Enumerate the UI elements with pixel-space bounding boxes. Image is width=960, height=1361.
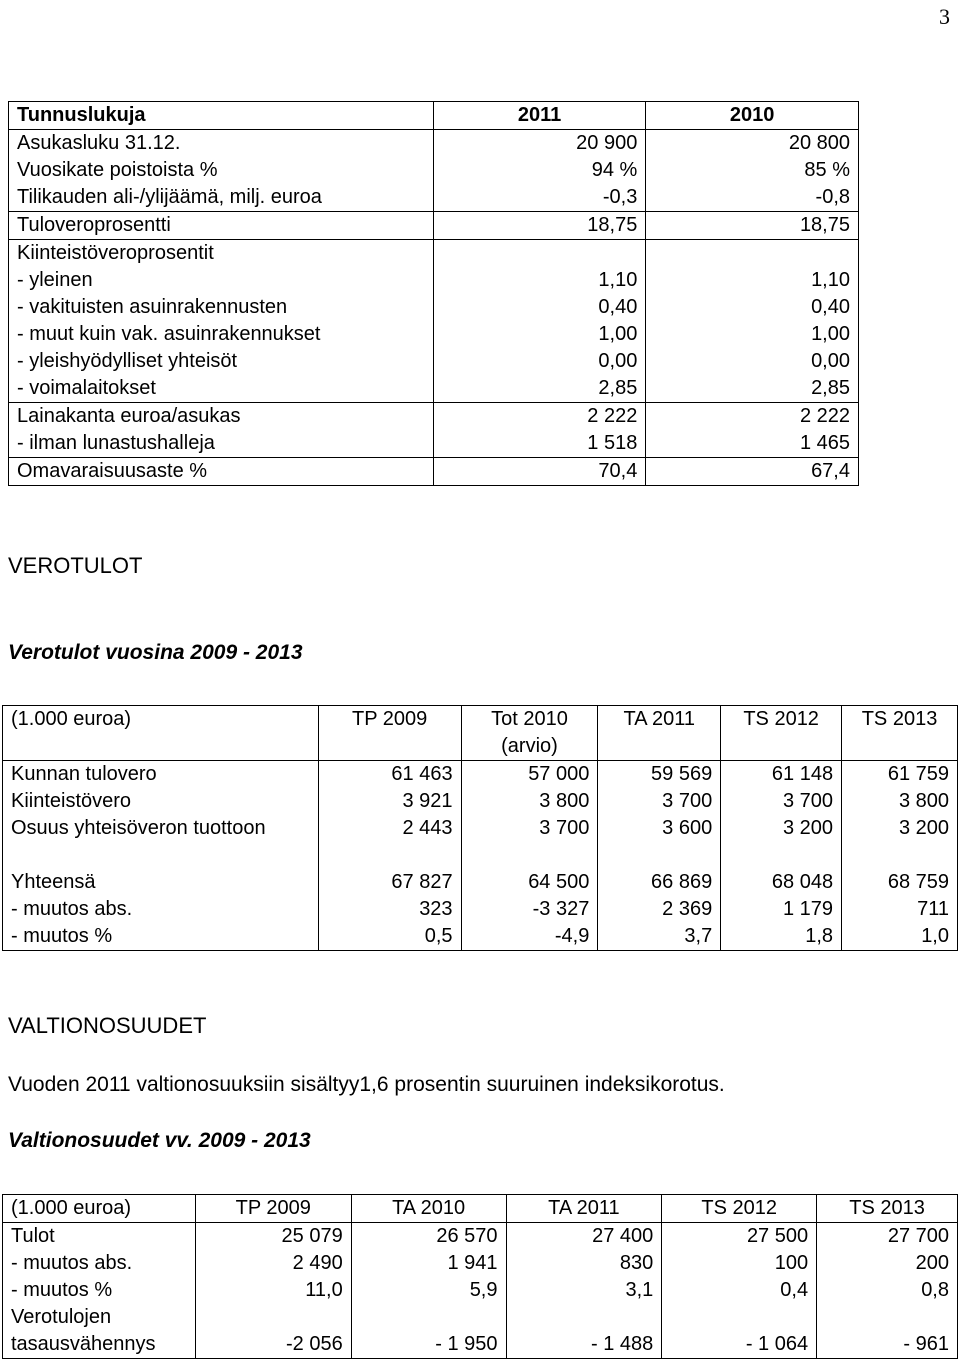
value-2011: 0,00 <box>433 348 646 375</box>
value-cell: - 1 950 <box>351 1331 506 1359</box>
empty-cell <box>662 1304 817 1331</box>
row-label: - yleishyödylliset yhteisöt <box>9 348 434 375</box>
header-cell: TP 2009 <box>318 706 461 734</box>
value-cell: 61 148 <box>721 761 842 789</box>
header-cell: 2011 <box>433 102 646 130</box>
header-cell <box>721 733 842 761</box>
empty-cell <box>461 842 598 869</box>
value-2010: 0,40 <box>646 294 859 321</box>
empty-cell <box>842 842 958 869</box>
value-cell: 711 <box>842 896 958 923</box>
value-cell: - 1 488 <box>506 1331 662 1359</box>
header-cell: TS 2013 <box>817 1195 958 1223</box>
state-table-title: Valtionosuudet vv. 2009 - 2013 <box>8 1129 311 1152</box>
value-2010: 1,10 <box>646 267 859 294</box>
value-cell: 25 079 <box>195 1223 351 1251</box>
value-2010: 67,4 <box>646 458 859 486</box>
value-cell: 3 700 <box>461 815 598 842</box>
header-cell <box>3 733 319 761</box>
table-row <box>3 923 958 951</box>
row-label: - voimalaitokset <box>9 375 434 403</box>
table-row <box>9 403 859 431</box>
table-row <box>9 458 859 486</box>
header-cell: TS 2012 <box>662 1195 817 1223</box>
value-cell: 1 179 <box>721 896 842 923</box>
row-label: Kiinteistövero <box>3 788 319 815</box>
value-2010: 2 222 <box>646 403 859 431</box>
value-cell: 61 759 <box>842 761 958 789</box>
state-section-heading: VALTIONOSUUDET <box>8 1013 207 1038</box>
empty-cell <box>506 1304 662 1331</box>
value-cell: 3 200 <box>721 815 842 842</box>
row-label: - yleinen <box>9 267 434 294</box>
value-2011: 1 518 <box>433 430 646 458</box>
header-cell: TA 2010 <box>351 1195 506 1223</box>
value-cell: 67 827 <box>318 869 461 896</box>
row-label: Vuosikate poistoista % <box>9 157 434 184</box>
value-cell: 1,8 <box>721 923 842 951</box>
value-cell: 2 490 <box>195 1250 351 1277</box>
empty-cell <box>817 1304 958 1331</box>
value-2010: 20 800 <box>646 130 859 158</box>
value-cell: 3 600 <box>598 815 721 842</box>
spacer-row <box>3 842 958 869</box>
table-header-row <box>9 102 859 130</box>
value-cell: 3 800 <box>461 788 598 815</box>
value-cell: 3 800 <box>842 788 958 815</box>
table-row <box>3 815 958 842</box>
tax-revenue-table <box>2 705 958 951</box>
value-cell: 2 443 <box>318 815 461 842</box>
value-cell: 323 <box>318 896 461 923</box>
header-cell: (1.000 euroa) <box>3 706 319 734</box>
value-cell: 100 <box>662 1250 817 1277</box>
row-label: - muut kuin vak. asuinrakennukset <box>9 321 434 348</box>
state-section-paragraph: Vuoden 2011 valtionosuuksiin sisältyy1,6 prosentin suuruinen indeksikorotus. <box>8 1073 725 1096</box>
table-row <box>3 1331 958 1359</box>
table-row <box>3 896 958 923</box>
value-cell: 3 700 <box>721 788 842 815</box>
table-row <box>3 1304 958 1331</box>
value-cell: 27 500 <box>662 1223 817 1251</box>
header-cell: (arvio) <box>461 733 598 761</box>
value-cell: 3,7 <box>598 923 721 951</box>
empty-cell <box>318 842 461 869</box>
row-label: - vakituisten asuinrakennusten <box>9 294 434 321</box>
value-cell: 3 200 <box>842 815 958 842</box>
header-cell: Tot 2010 <box>461 706 598 734</box>
value-cell: 61 463 <box>318 761 461 789</box>
header-cell: Tunnuslukuja <box>9 102 434 130</box>
table-header-row <box>3 1195 958 1223</box>
value-cell: 66 869 <box>598 869 721 896</box>
header-cell: TP 2009 <box>195 1195 351 1223</box>
value-cell: 200 <box>817 1250 958 1277</box>
value-2011: 2,85 <box>433 375 646 403</box>
row-label: Asukasluku 31.12. <box>9 130 434 158</box>
value-2011: 18,75 <box>433 212 646 240</box>
table-row <box>9 294 859 321</box>
row-label: - muutos % <box>3 1277 196 1304</box>
table-row <box>9 321 859 348</box>
value-cell: 68 048 <box>721 869 842 896</box>
table-row <box>9 348 859 375</box>
table-row <box>9 267 859 294</box>
table-row <box>3 869 958 896</box>
value-cell: -2 056 <box>195 1331 351 1359</box>
row-label: Kiinteistöveroprosentit <box>9 240 434 268</box>
value-cell: 5,9 <box>351 1277 506 1304</box>
value-cell: 59 569 <box>598 761 721 789</box>
value-2010: 1,00 <box>646 321 859 348</box>
value-2011: 70,4 <box>433 458 646 486</box>
table-row <box>9 430 859 458</box>
header-cell: TS 2012 <box>721 706 842 734</box>
row-label: Tilikauden ali-/ylijäämä, milj. euroa <box>9 184 434 212</box>
empty-cell <box>195 1304 351 1331</box>
value-2011: 1,10 <box>433 267 646 294</box>
value-cell: 27 700 <box>817 1223 958 1251</box>
value-cell: 830 <box>506 1250 662 1277</box>
header-cell <box>318 733 461 761</box>
header-cell: TA 2011 <box>506 1195 662 1223</box>
tax-section-heading: VEROTULOT <box>8 553 143 578</box>
value-cell: 0,4 <box>662 1277 817 1304</box>
row-label: - muutos abs. <box>3 1250 196 1277</box>
table-row <box>9 157 859 184</box>
header-cell: TS 2013 <box>842 706 958 734</box>
row-label: Omavaraisuusaste % <box>9 458 434 486</box>
value-2010: 18,75 <box>646 212 859 240</box>
value-2011 <box>433 240 646 268</box>
row-label: - ilman lunastushalleja <box>9 430 434 458</box>
row-label: Tulot <box>3 1223 196 1251</box>
value-2010: 2,85 <box>646 375 859 403</box>
empty-cell <box>351 1304 506 1331</box>
value-2011: 20 900 <box>433 130 646 158</box>
value-cell: 26 570 <box>351 1223 506 1251</box>
value-cell: -4,9 <box>461 923 598 951</box>
table-header-row <box>3 733 958 761</box>
row-label: Verotulojen <box>3 1304 196 1331</box>
value-2011: 0,40 <box>433 294 646 321</box>
value-2010: 1 465 <box>646 430 859 458</box>
value-2010: 0,00 <box>646 348 859 375</box>
table-row <box>3 1223 958 1251</box>
table-row <box>9 184 859 212</box>
value-cell: 0,5 <box>318 923 461 951</box>
value-cell: 68 759 <box>842 869 958 896</box>
value-2011: 2 222 <box>433 403 646 431</box>
value-cell: 11,0 <box>195 1277 351 1304</box>
row-label: - muutos % <box>3 923 319 951</box>
table-row <box>9 212 859 240</box>
value-cell: 1 941 <box>351 1250 506 1277</box>
header-cell: 2010 <box>646 102 859 130</box>
table-row <box>3 1277 958 1304</box>
header-cell <box>598 733 721 761</box>
value-cell: - 1 064 <box>662 1331 817 1359</box>
value-2011: 94 % <box>433 157 646 184</box>
value-cell: - 961 <box>817 1331 958 1359</box>
value-cell: 57 000 <box>461 761 598 789</box>
empty-cell <box>598 842 721 869</box>
table-row <box>9 240 859 268</box>
row-label: Yhteensä <box>3 869 319 896</box>
value-cell: 3 700 <box>598 788 721 815</box>
row-label: - muutos abs. <box>3 896 319 923</box>
value-cell: 27 400 <box>506 1223 662 1251</box>
value-cell: 3,1 <box>506 1277 662 1304</box>
table-row <box>9 375 859 403</box>
value-cell: -3 327 <box>461 896 598 923</box>
header-cell <box>842 733 958 761</box>
row-label: Lainakanta euroa/asukas <box>9 403 434 431</box>
value-2010 <box>646 240 859 268</box>
header-cell: (1.000 euroa) <box>3 1195 196 1223</box>
table-row <box>9 130 859 158</box>
table-row <box>3 1250 958 1277</box>
value-cell: 3 921 <box>318 788 461 815</box>
row-label: Osuus yhteisöveron tuottoon <box>3 815 319 842</box>
value-2010: 85 % <box>646 157 859 184</box>
row-label: Tuloveroprosentti <box>9 212 434 240</box>
empty-cell <box>3 842 319 869</box>
value-2011: 1,00 <box>433 321 646 348</box>
table-row <box>3 761 958 789</box>
value-cell: 64 500 <box>461 869 598 896</box>
table-row <box>3 788 958 815</box>
page-number: 3 <box>939 4 950 29</box>
tax-table-title: Verotulot vuosina 2009 - 2013 <box>8 641 303 664</box>
value-2010: -0,8 <box>646 184 859 212</box>
state-subsidies-table <box>2 1194 958 1359</box>
value-2011: -0,3 <box>433 184 646 212</box>
header-cell: TA 2011 <box>598 706 721 734</box>
table-header-row <box>3 706 958 734</box>
value-cell: 0,8 <box>817 1277 958 1304</box>
row-label: tasausvähennys <box>3 1331 196 1359</box>
value-cell: 1,0 <box>842 923 958 951</box>
key-figures-table <box>8 101 859 486</box>
empty-cell <box>721 842 842 869</box>
value-cell: 2 369 <box>598 896 721 923</box>
row-label: Kunnan tulovero <box>3 761 319 789</box>
